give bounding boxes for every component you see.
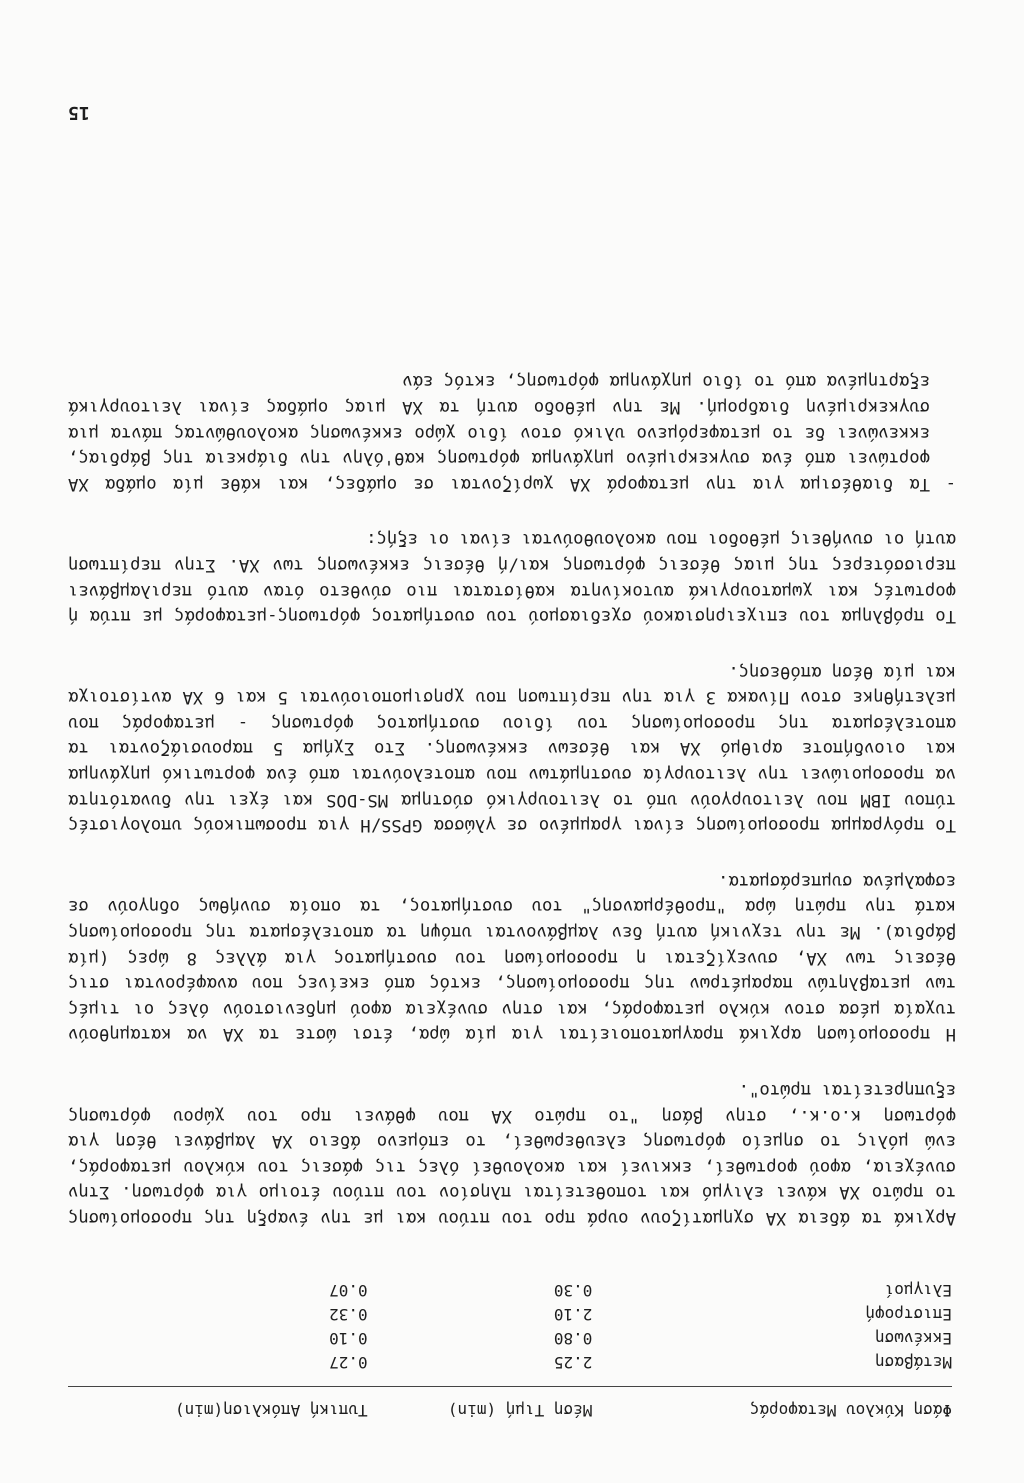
bullet-text: Τα διαθέσιμα για την μεταφορά ΧΑ χωρίζονται σε ομάδες, και κάθε μία ομάδα ΧΑ φορτώνει από ένα συγκεκριμένο μηχάνημα φόρτωσης καθ'όλην την διάρκεια της βάρδιας, εκκενώνει δε το μεταφερόμενο υλικό στον ίδιο χώρο εκκένωσης ακολουθώντας πάντα μια συγκεκριμένη διαδρομή. Με την μέθοδο αυτή τα ΧΑ μιας ομάδας είναι λειτουργικά εξαρτημένα από το ίδιο μηχάνημα φόρτωσης, εκτός εάν	[68, 371, 930, 494]
table-header-phase: Φάση Κύκλου Μεταφοράς	[749, 1401, 952, 1420]
table-cell: 2.25	[553, 1353, 593, 1372]
table-header-mean: Μέση Τιμή (min)	[447, 1401, 593, 1420]
body-text	[68, 368, 956, 1230]
table-row	[68, 1302, 952, 1326]
table-cell: 0.30	[553, 1281, 593, 1300]
table-cell: Επιστροφή	[865, 1305, 952, 1324]
table-cell: 2.10	[553, 1305, 593, 1324]
table-cell: 0.27	[329, 1353, 368, 1372]
bullet-item	[68, 368, 956, 496]
page-content	[68, 102, 956, 1421]
paragraph: Η προσομοίωση αρχικά πραγματοποιείται για μία ώρα, έτσι ώστε τα ΧΑ να καταμηθούν τυχαία μέσα στον κύκλο μεταφοράς, και στην συνέχεια αφού μηδενιστούν όλες οι τιμές των μεταβλητών παραμέτρων της προσομοίωσης, εκτός από εκείνες που αναφέρονται στις θέσεις των ΧΑ, συνεχίζεται η προσομοίωση του συστήματος για άλλες 8 ώρες (μία βάρδια). Με την τεχνική αυτή δεν λαμβάνονται υπόψη τα αποτελέσματα της προσομοίωσης κατά την πρώτη ώρα "προθέρμανσης" του συστήματος, τα οποία συνήθως οδηγούν σε εσφαλμένα συμπεράσματα.	[68, 870, 956, 1045]
table-row	[68, 1326, 952, 1350]
table-header-stddev: Τυπική Απόκλιση(min)	[175, 1401, 368, 1420]
table-cell: 0.32	[329, 1305, 368, 1324]
table-cell: 0.10	[329, 1329, 368, 1348]
bullet-dash: -	[945, 473, 956, 494]
table-cell: Εκκένωση	[874, 1329, 952, 1348]
table-cell: 0.80	[553, 1329, 593, 1348]
table-cell: 0.07	[329, 1281, 368, 1300]
paragraph: Αρχικά τα άδεια ΧΑ σχηματίζουν ουρά προ του πτύου και με την έναρξη της προσομοίωσης το πρώτο ΧΑ κάνει ελιγμό και τοποθετείται πλησίον του πτύου έτοιμο για φόρτωση. Στην συνέχεια, αφού φορτωθεί, εκκινεί και ακολουθεί όλες τις φάσεις του κύκλου μεταφοράς, ενώ μόλις το σημείο φόρτωσης ελευθερωθεί, το επόμενο άδειο ΧΑ λαμβάνει θέση για φόρτωση κ.ο.κ., στην βάση "το πρώτο ΧΑ που φθάνει προ του χώρου φόρτωσης εξυπηρετείται πρώτο".	[68, 1080, 956, 1228]
table-row	[68, 1278, 952, 1302]
transport-cycle-table	[68, 1278, 952, 1421]
paragraph: Το πρόβλημα του επιχειρησιακού σχεδιασμού του συστήματος φόρτωσης-μεταφοράς με πτύα ή φορτωτές και χωματουργικά αυτοκίνητα καθίσταται πιο σύνθετο όταν αυτό περιλαμβάνει περισσότερες της μιας θέσεις φόρτωσης και/ή θέσεις εκκένωσης των ΧΑ. Στην περίπτωση αυτή οι συνήθεις μέθοδοι που ακολουθούνται είναι οι εξής:	[68, 529, 956, 627]
page-number: 15	[68, 102, 90, 123]
table-cell: Μετάβαση	[874, 1353, 952, 1372]
table-cell: Ελιγμοί	[884, 1281, 952, 1300]
table-body	[68, 1278, 952, 1386]
paragraph: Το πρόγραμμα προσομοίωσης είναι γραμμένο σε γλώσσα GPSS/H για προσωπικούς υπολογιστές τύπου IBM που λειτουργούν υπό το λειτουργικό σύστημα MS-DOS και έχει την δυνατότητα να προσομοιώνει την λειτουργία συστημάτων που αποτελούνται από ένα φορτωτικό μηχάνημα και οιονδήποτε αριθμό ΧΑ και θέσεων εκκένωσης. Στο Σχήμα 5 παρουσιάζονται τα αποτελέσματα της προσομοίωσης του ίδιου συστήματος φόρτωσης - μεταφοράς που μελετήθηκε στον Πίνακα 3 για την περίπτωση που χρησιμοποιούνται 5 και 6 ΧΑ αντίστοιχα και μία θέση απόθεσης.	[68, 661, 956, 836]
table-header-row	[68, 1386, 952, 1421]
table-row	[68, 1350, 952, 1374]
